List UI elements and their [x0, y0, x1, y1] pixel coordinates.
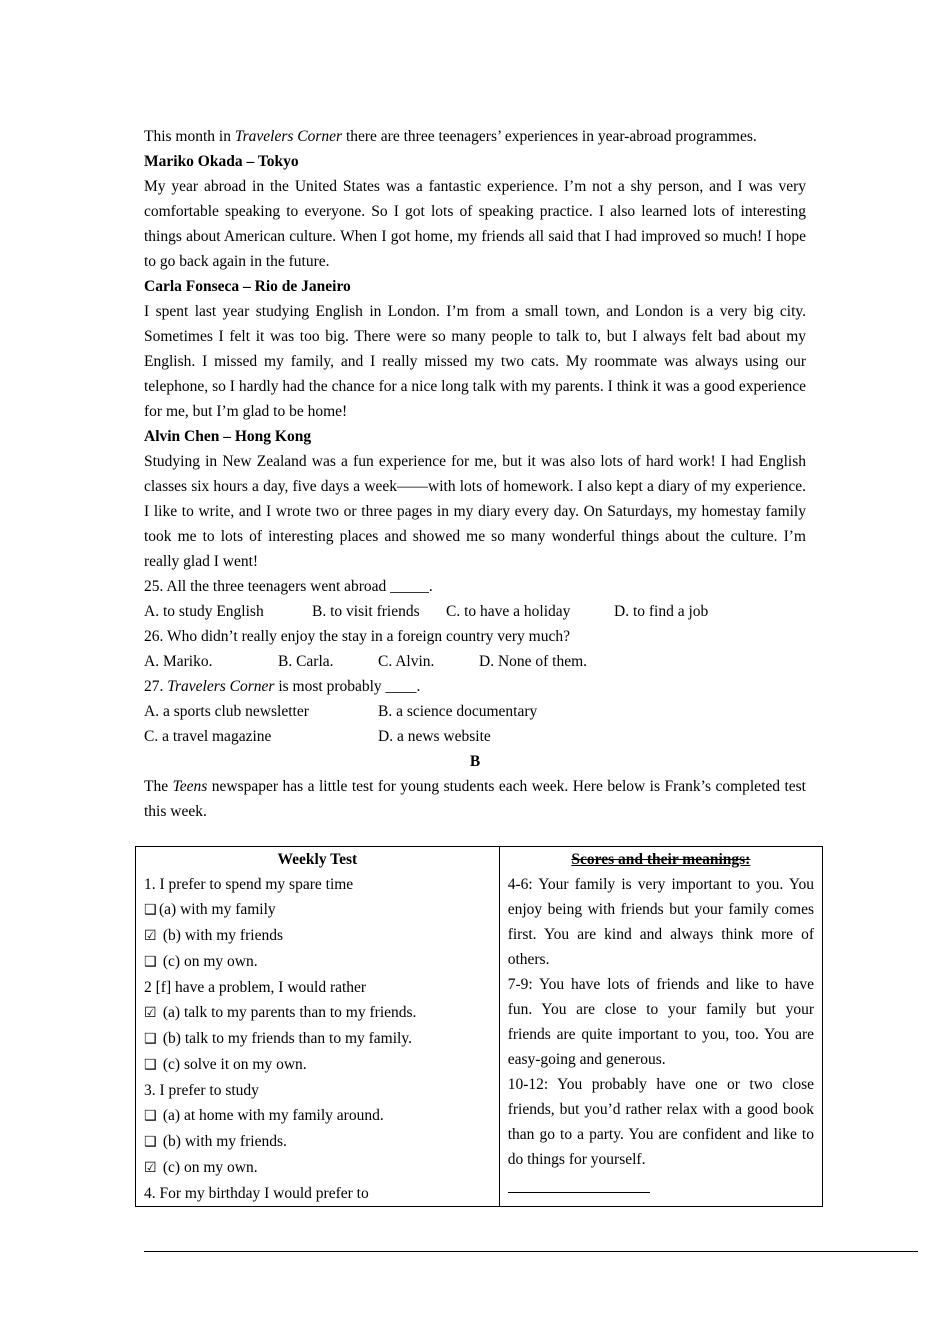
- section-heading-alvin: Alvin Chen – Hong Kong: [144, 428, 312, 445]
- score-meaning: 4-6: Your family is very important to you. You enjoy being with friends but your family comes first. You are kind and always think more of others.: [507, 876, 814, 968]
- test-item: ❑ (a) with my family: [144, 897, 491, 923]
- score-meaning: 10-12: You probably have one or two close friends, but you’d rather relax with a good book than go to a party. You are confident and like to do things for yourself.: [507, 1076, 814, 1168]
- test-item: ☑ (b) with my friends: [144, 923, 491, 949]
- unchecked-box-icon[interactable]: ❑: [144, 902, 157, 918]
- footer-rule: [144, 1251, 918, 1252]
- option-b: B. Carla.: [278, 653, 334, 670]
- scores-column: [499, 847, 822, 1207]
- scores-header: Scores and their meanings:: [571, 851, 751, 868]
- option-c: C. Alvin.: [378, 653, 435, 670]
- test-item: 1. I prefer to spend my spare time: [144, 876, 354, 893]
- option-d: D. to find a job: [614, 603, 709, 620]
- question-27: 27. Travelers Corner is most probably ____.: [144, 678, 421, 695]
- unchecked-box-icon[interactable]: ❑: [144, 1108, 157, 1124]
- option-d: D. a news website: [378, 728, 491, 745]
- section-heading-carla: Carla Fonseca – Rio de Janeiro: [144, 278, 351, 295]
- question-27-options-row2: [144, 724, 806, 749]
- test-item: ❑ (c) on my own.: [144, 949, 491, 975]
- scores-meanings: [508, 872, 814, 1172]
- magazine-title: Travelers Corner: [234, 128, 343, 145]
- score-meaning: 7-9: You have lots of friends and like to have fun. You are close to your family but your friends are quite important to you, too. You are easy-going and generous.: [507, 976, 814, 1068]
- test-item: ❑ (c) solve it on my own.: [144, 1052, 491, 1078]
- question-25-options: [144, 599, 806, 624]
- weekly-test-column: [136, 847, 500, 1207]
- question-25: 25. All the three teenagers went abroad _____.: [144, 578, 433, 595]
- option-a: A. a sports club newsletter: [144, 703, 309, 720]
- test-item: ☑ (a) talk to my parents than to my friends.: [144, 1000, 491, 1026]
- intro-paragraph: This month in Travelers Corner there are three teenagers’ experiences in year-abroad programmes.: [144, 128, 757, 145]
- test-item: 3. I prefer to study: [144, 1082, 259, 1099]
- answer-blank: [508, 1172, 814, 1201]
- question-27-options-row1: [144, 699, 806, 724]
- test-item: ❑ (b) talk to my friends than to my family.: [144, 1026, 491, 1052]
- question-26: 26. Who didn’t really enjoy the stay in a foreign country very much?: [144, 628, 570, 645]
- option-a: A. to study English: [144, 603, 264, 620]
- checked-box-icon[interactable]: ☑: [144, 1005, 157, 1021]
- checked-box-icon[interactable]: ☑: [144, 1160, 157, 1176]
- option-c: C. to have a holiday: [446, 603, 571, 620]
- unchecked-box-icon[interactable]: ❑: [144, 1057, 157, 1073]
- checked-box-icon[interactable]: ☑: [144, 928, 157, 944]
- option-d: D. None of them.: [479, 653, 588, 670]
- weekly-test-table: [135, 846, 823, 1207]
- article: [144, 124, 806, 824]
- option-a: A. Mariko.: [144, 653, 213, 670]
- section-b-intro: The Teens newspaper has a little test for young students each week. Here below is Frank’s completed test this week.: [144, 778, 806, 820]
- unchecked-box-icon[interactable]: ❑: [144, 1134, 157, 1150]
- section-body-mariko: My year abroad in the United States was a fantastic experience. I’m not a shy person, and I was very comfortable speaking to everyone. So I got lots of speaking practice. I also learned lots of interesting things about American culture. When I got home, my friends all said that I had improved so much! I hope to go back again in the future.: [144, 178, 806, 270]
- section-body-carla: I spent last year studying English in London. I’m from a small town, and London is a very big city. Sometimes I felt it was too big. There were so many people to talk to, but I always felt bad about my English. I missed my family, and I really missed my two cats. My roommate was always using our telephone, so I hardly had the chance for a nice long talk with my parents. I think it was a good experience for me, but I’m glad to be home!: [144, 303, 806, 420]
- question-26-options: [144, 649, 806, 674]
- option-b: B. to visit friends: [312, 603, 420, 620]
- unchecked-box-icon[interactable]: ❑: [144, 1031, 157, 1047]
- unchecked-box-icon[interactable]: ❑: [144, 954, 157, 970]
- weekly-test-items: [144, 872, 491, 1206]
- test-item: ❑ (b) with my friends.: [144, 1129, 491, 1155]
- section-heading-mariko: Mariko Okada – Tokyo: [144, 153, 299, 170]
- test-item: 2 [f] have a problem, I would rather: [144, 979, 367, 996]
- option-b: B. a science documentary: [378, 703, 538, 720]
- section-body-alvin: Studying in New Zealand was a fun experience for me, but it was also lots of hard work! I had English classes six hours a day, five days a week——with lots of homework. I also kept a diary of my experience. I like to write, and I wrote two or three pages in my diary every day. On Saturdays, my homestay family took me to lots of interesting places and showed me so many wonderful things about the culture. I’m really glad I went!: [144, 453, 806, 570]
- test-item: ☑ (c) on my own.: [144, 1155, 491, 1181]
- test-item: 4. For my birthday I would prefer to: [144, 1185, 369, 1202]
- section-b-label: B: [469, 753, 481, 770]
- test-item: ❑ (a) at home with my family around.: [144, 1103, 491, 1129]
- option-c: C. a travel magazine: [144, 728, 272, 745]
- weekly-test-header: Weekly Test: [277, 851, 358, 868]
